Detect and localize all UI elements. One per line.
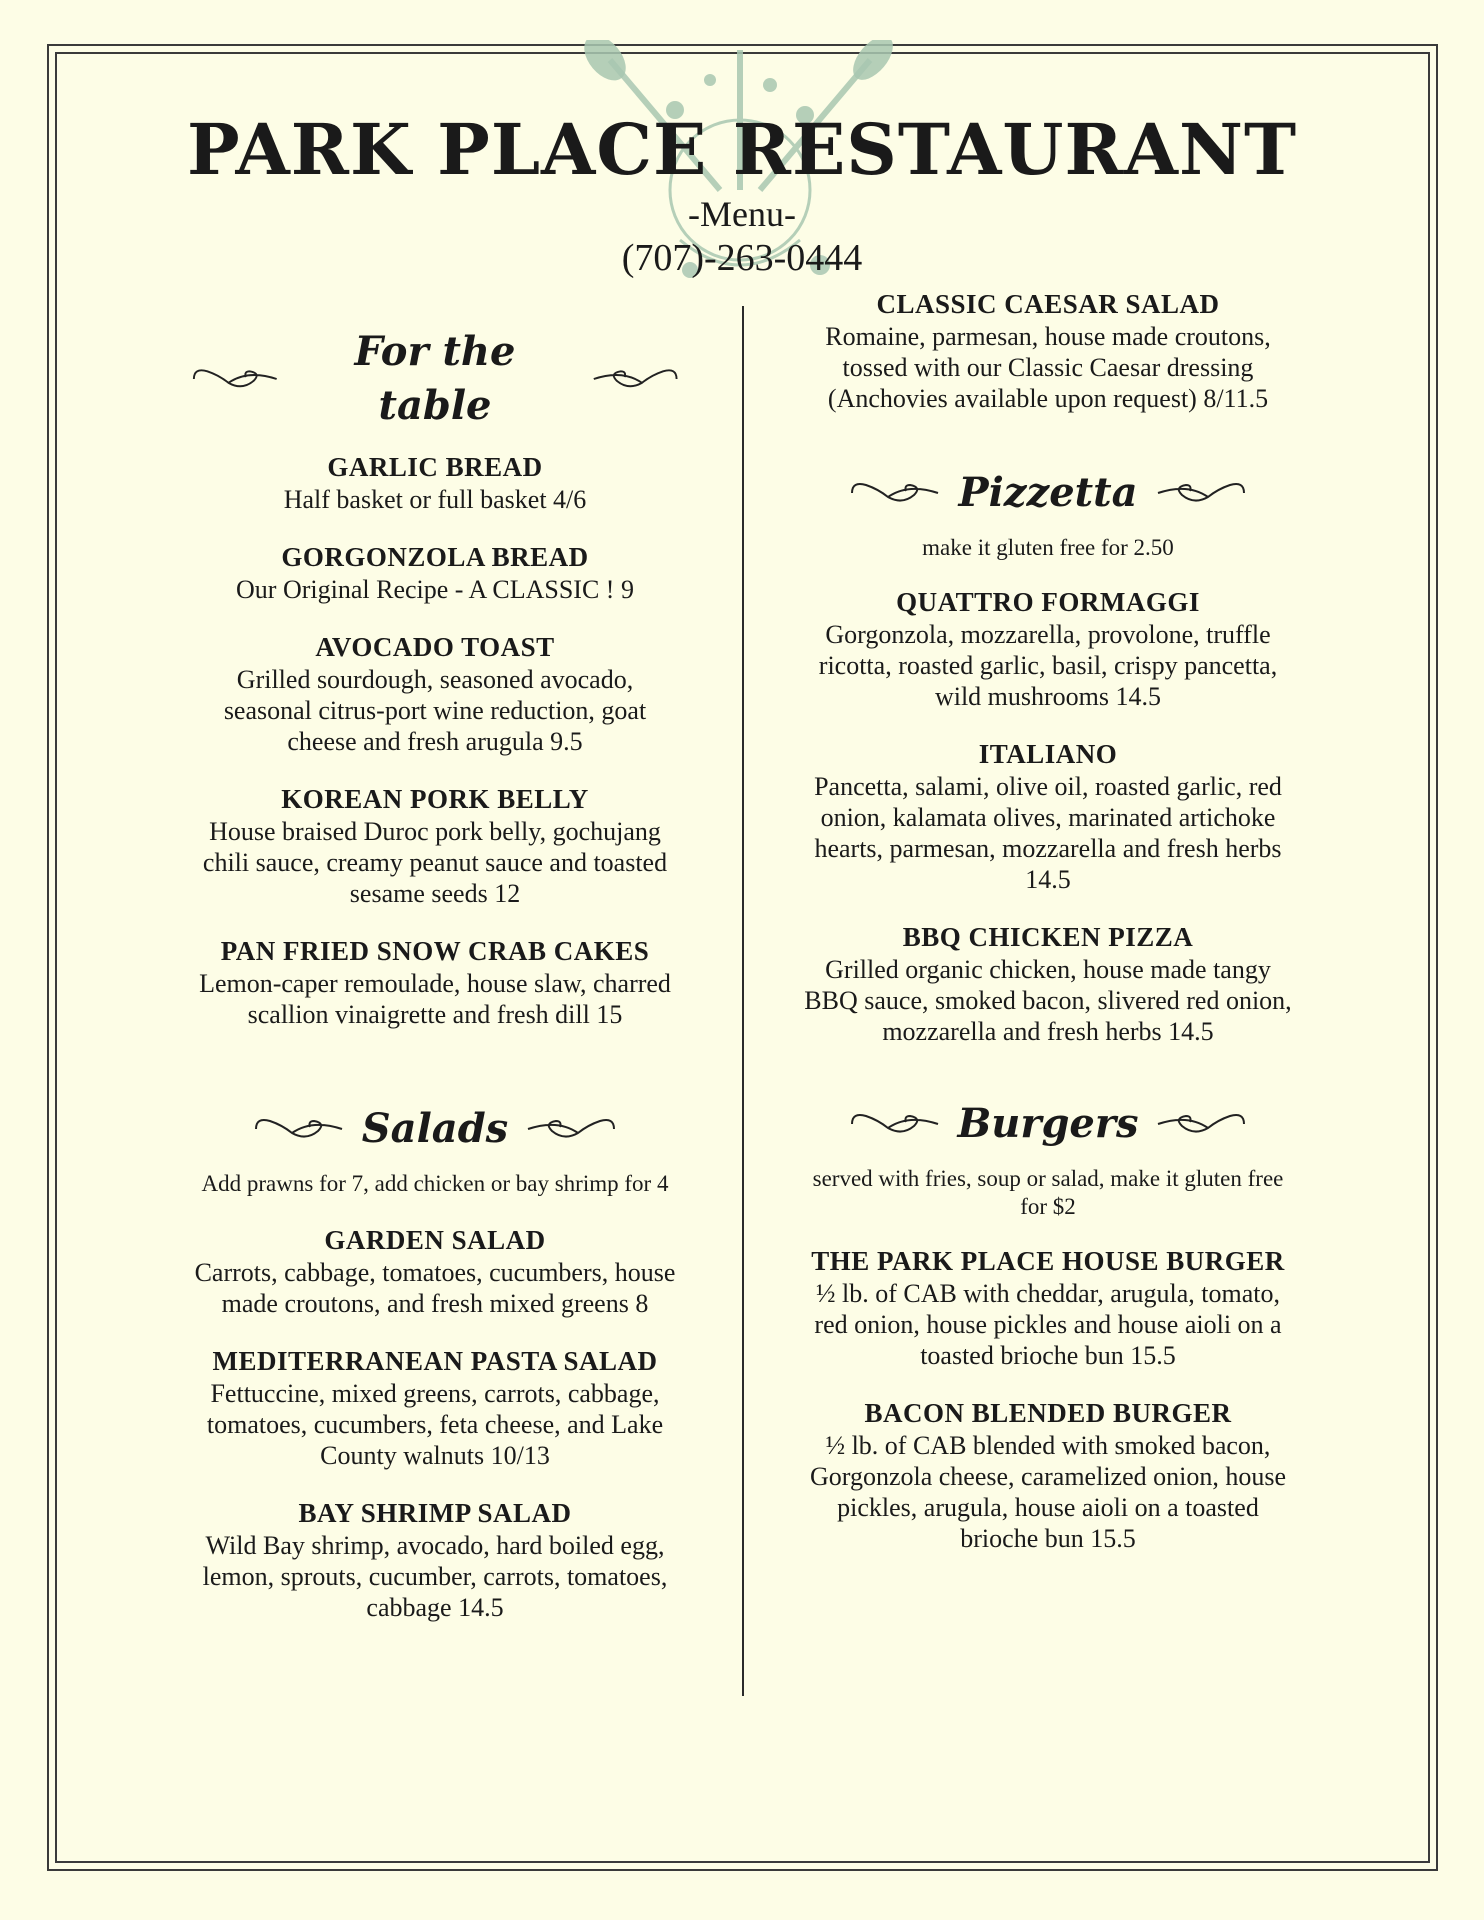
section-note: make it gluten free for 2.50 [922, 535, 1174, 560]
item-name: PAN FRIED SNOW CRAB CAKES [220, 936, 650, 966]
item-description: Gorgonzola, mozzarella, provolone, truffle ricotta, roasted garlic, basil, crispy pancetta, wild mushrooms 14.5 [818, 620, 1278, 711]
item-description: Fettuccine, mixed greens, carrots, cabbage, tomatoes, cucumbers, feta cheese, and Lake County walnuts 10/13 [206, 1379, 664, 1470]
item-description: Wild Bay shrimp, avocado, hard boiled egg, lemon, sprouts, cucumber, carrots, tomatoes, cabbage 14.5 [202, 1531, 668, 1622]
item-description: Our Original Recipe - A CLASSIC ! 9 [236, 575, 634, 604]
item-name: BAY SHRIMP SALAD [298, 1498, 572, 1528]
menu-subtitle: -Menu- [688, 194, 796, 234]
menu-item [800, 738, 1296, 895]
section-note: Add prawns for 7, add chicken or bay shrimp for 4 [201, 1171, 669, 1196]
item-description: Carrots, cabbage, tomatoes, cucumbers, house made croutons, and fresh mixed greens 8 [194, 1258, 676, 1318]
item-description: Pancetta, salami, olive oil, roasted garlic, red onion, kalamata olives, marinated artichoke hearts, parmesan, mozzarella and fresh herbs 14.5 [814, 772, 1282, 894]
item-name: BACON BLENDED BURGER [864, 1398, 1232, 1428]
menu-item [190, 1224, 680, 1319]
left-flourish-icon [190, 361, 282, 397]
section-title: Salads [361, 1105, 509, 1152]
item-description: Grilled organic chicken, house made tangy BBQ sauce, smoked bacon, slivered red onion, mozzarella and fresh herbs 14.5 [804, 955, 1292, 1046]
item-description: Grilled sourdough, seasoned avocado, seasonal citrus-port wine reduction, goat cheese and fresh arugula 9.5 [223, 665, 647, 756]
left-flourish-icon [252, 1111, 348, 1147]
menu-item [800, 288, 1296, 414]
menu-item [190, 451, 680, 515]
item-name: BBQ CHICKEN PIZZA [902, 922, 1194, 952]
menu-item [190, 541, 680, 605]
item-description: Half basket or full basket 4/6 [283, 485, 587, 514]
item-name: AVOCADO TOAST [315, 632, 555, 662]
phone-number: (707)-263-0444 [621, 237, 863, 279]
item-name: MEDITERRANEAN PASTA SALAD [212, 1346, 658, 1376]
menu-item [190, 935, 680, 1030]
item-description: Lemon-caper remoulade, house slaw, charred scallion vinaigrette and fresh dill 15 [199, 969, 671, 1029]
menu-item [190, 1345, 680, 1471]
item-name: QUATTRO FORMAGGI [896, 587, 1200, 617]
right-flourish-icon [1152, 475, 1248, 511]
section-title: Burgers [957, 1100, 1139, 1147]
restaurant-title: PARK PLACE RESTAURANT [186, 108, 1298, 191]
menu-item [190, 1497, 680, 1623]
section-note: served with fries, soup or salad, make it gluten free for $2 [812, 1166, 1284, 1219]
right-flourish-icon [522, 1111, 618, 1147]
item-name: THE PARK PLACE HOUSE BURGER [811, 1246, 1285, 1276]
item-description: House braised Duroc pork belly, gochujang chili sauce, creamy peanut sauce and toasted sesame seeds 12 [202, 817, 668, 908]
section-title: Pizzetta [958, 469, 1138, 516]
column-divider [742, 306, 744, 1696]
item-name: GARLIC BREAD [327, 452, 543, 482]
right-column [800, 288, 1296, 1554]
item-name: KOREAN PORK BELLY [281, 784, 589, 814]
section-heading-pizzetta [800, 466, 1296, 520]
item-description: ½ lb. of CAB with cheddar, arugula, tomato, red onion, house pickles and house aioli on a toasted brioche bun 15.5 [814, 1279, 1282, 1370]
section-heading-salads [190, 1102, 680, 1156]
menu-item [190, 631, 680, 757]
right-flourish-icon [1152, 1106, 1248, 1142]
item-name: GARDEN SALAD [324, 1225, 546, 1255]
item-description: ½ lb. of CAB blended with smoked bacon, Gorgonzola cheese, caramelized onion, house pickles, arugula, house aioli on a toasted brioche bun 15.5 [810, 1431, 1286, 1553]
left-flourish-icon [848, 1106, 944, 1142]
menu-item [800, 586, 1296, 712]
menu-item [800, 1397, 1296, 1554]
left-flourish-icon [848, 475, 944, 511]
menu-item [800, 921, 1296, 1047]
left-column [190, 325, 680, 1623]
menu-header [0, 108, 1484, 280]
section-heading-burgers [800, 1097, 1296, 1151]
item-name: GORGONZOLA BREAD [281, 542, 589, 572]
item-description: Romaine, parmesan, house made croutons, tossed with our Classic Caesar dressing (Anchovies available upon request) 8/11.5 [825, 322, 1271, 413]
menu-item [800, 1245, 1296, 1371]
menu-item [190, 783, 680, 909]
section-heading-for-table [190, 325, 680, 433]
item-name: CLASSIC CAESAR SALAD [876, 289, 1220, 319]
section-title: For the table [354, 328, 516, 429]
right-flourish-icon [588, 361, 680, 397]
item-name: ITALIANO [978, 739, 1118, 769]
